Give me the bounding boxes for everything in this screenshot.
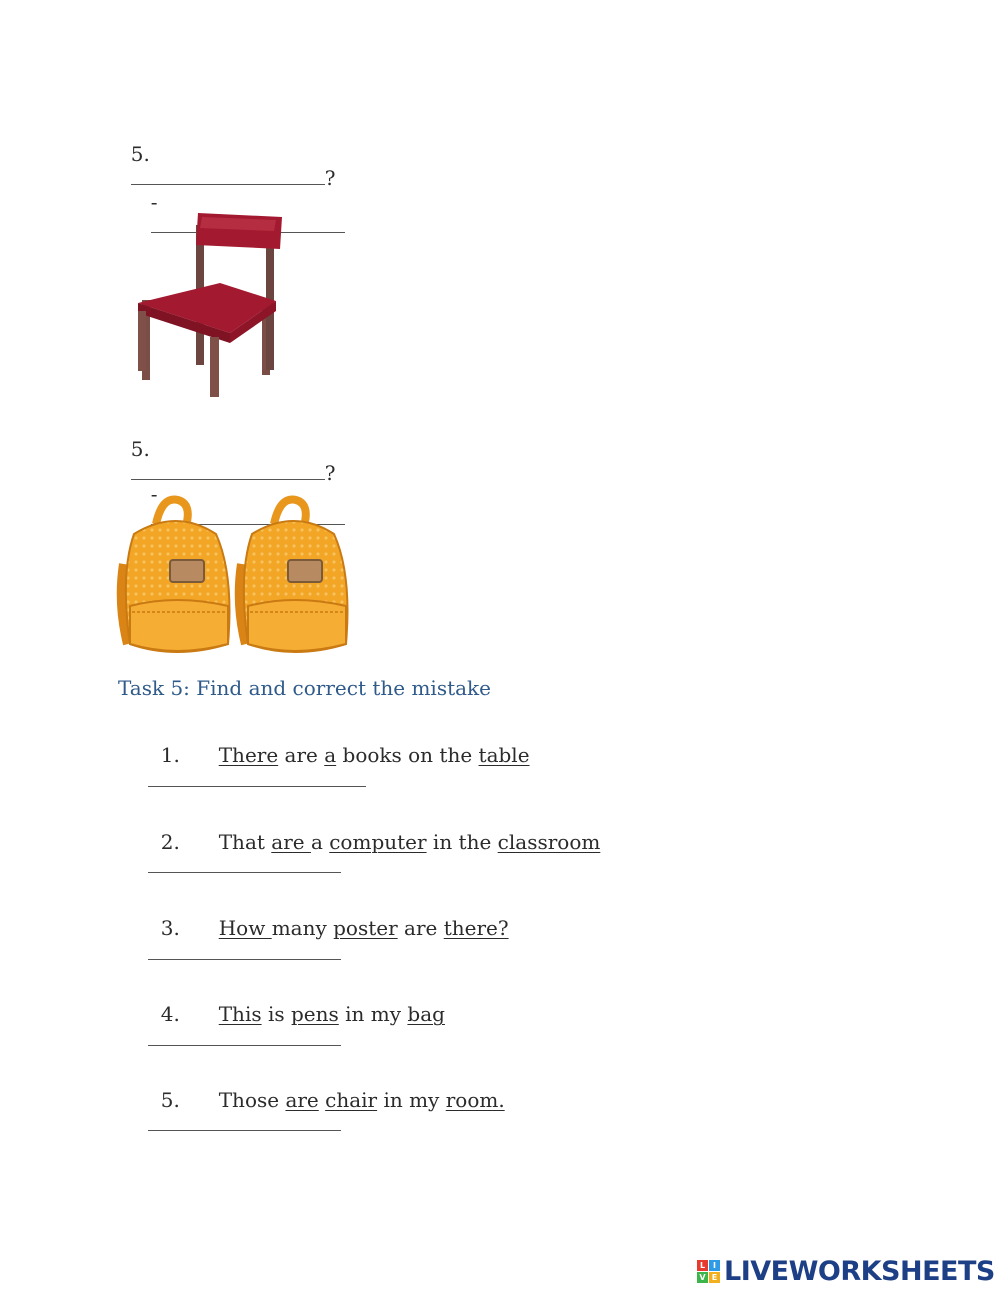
item-number: 1.	[160, 743, 180, 767]
item-text: Those	[218, 1088, 286, 1112]
answer-dash: -	[150, 482, 158, 506]
answer-blank[interactable]	[148, 1129, 341, 1131]
backpack	[122, 500, 230, 653]
underlined-word: How	[218, 916, 272, 940]
task-title: Task 5: Find and correct the mistake	[118, 676, 491, 700]
chair-image	[130, 205, 290, 400]
question-mark: ?	[324, 166, 336, 190]
item-number: 4.	[160, 1002, 180, 1026]
underlined-word: chair	[325, 1088, 378, 1112]
underlined-word: are	[285, 1088, 319, 1112]
answer-blank[interactable]	[148, 785, 366, 787]
task-item	[148, 978, 445, 1026]
task-item	[148, 892, 509, 940]
underlined-word: computer	[329, 830, 427, 854]
underlined-word: classroom	[497, 830, 601, 854]
item-text: is	[261, 1002, 291, 1026]
answer-blank[interactable]	[148, 871, 341, 873]
underlined-word: a	[324, 743, 337, 767]
item-number: 3.	[160, 916, 180, 940]
item-text: in my	[338, 1002, 408, 1026]
answer-dash: -	[150, 190, 158, 214]
chair-leg	[210, 337, 219, 397]
item-text: in my	[377, 1088, 446, 1112]
underlined-word: there?	[443, 916, 509, 940]
underlined-word: are	[271, 830, 311, 854]
question-number: 5.	[130, 437, 150, 461]
item-text: many	[271, 916, 334, 940]
item-number: 5.	[160, 1088, 180, 1112]
liveworksheets-logo[interactable]	[697, 1256, 995, 1287]
task-item	[148, 719, 530, 767]
task-item	[148, 1064, 505, 1112]
answer-blank[interactable]	[148, 958, 341, 960]
backpack	[240, 500, 348, 653]
underlined-word: poster	[333, 916, 398, 940]
item-text: are	[278, 743, 325, 767]
underlined-word: There	[218, 743, 279, 767]
underlined-word: pens	[290, 1002, 339, 1026]
item-text: a	[310, 830, 330, 854]
underlined-word: This	[218, 1002, 262, 1026]
item-text: books on the	[336, 743, 479, 767]
question-number: 5.	[130, 142, 150, 166]
answer-blank[interactable]	[148, 1044, 341, 1046]
underlined-word: room.	[445, 1088, 505, 1112]
chair-leg	[138, 311, 146, 371]
task-item	[148, 806, 600, 854]
item-text: That	[218, 830, 272, 854]
item-text: are	[397, 916, 444, 940]
brand-name: LIVEWORKSHEETS	[724, 1256, 995, 1287]
backpacks-image	[116, 494, 356, 660]
item-text: in the	[426, 830, 498, 854]
underlined-word: bag	[407, 1002, 445, 1026]
underlined-word: table	[478, 743, 530, 767]
logo-tiles-icon: L I V E	[697, 1260, 720, 1283]
question-mark: ?	[324, 461, 336, 485]
item-number: 2.	[160, 830, 180, 854]
